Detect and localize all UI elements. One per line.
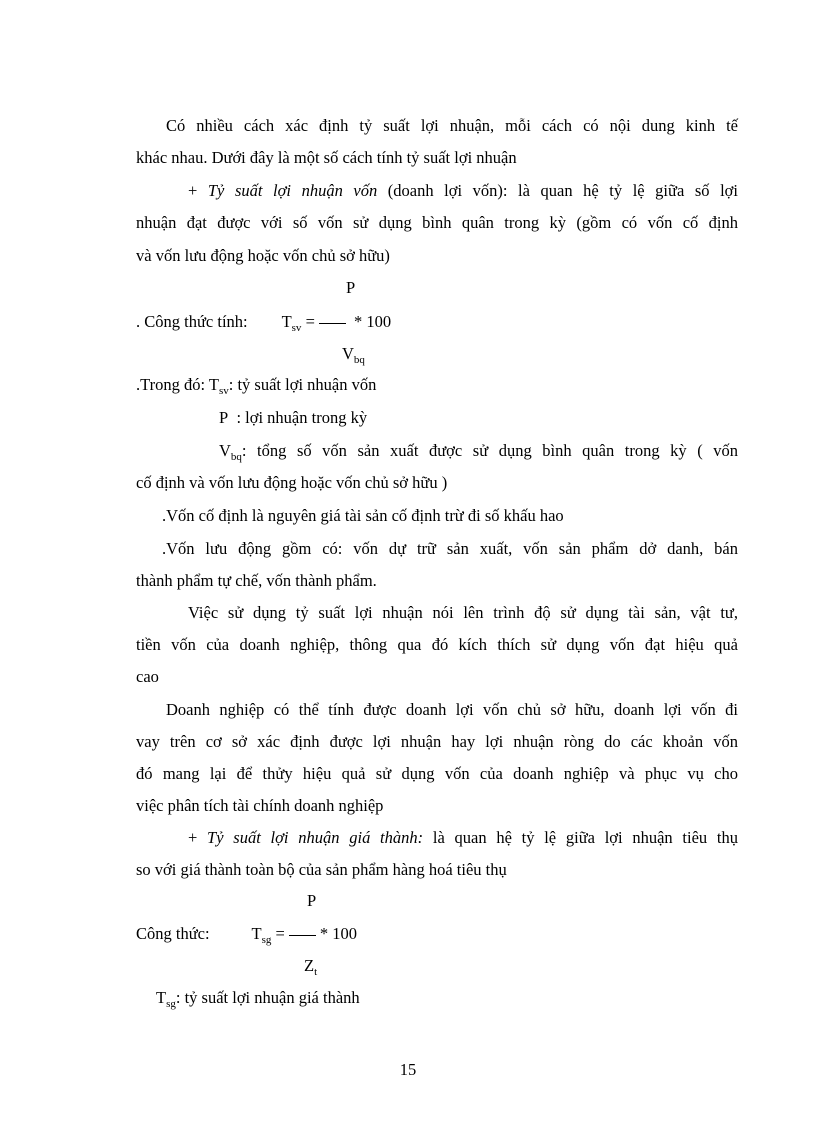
paragraph-enterprise-line-3: đó mang lại để thửy hiệu quả sử dụng vốn của doanh nghiệp và phục vụ cho — [136, 764, 738, 783]
formula-sv-lhs: $T_{sv}$ — [281, 312, 302, 334]
definition-vbq-line-1: $V_{bq}$: tổng số vốn sản xuất được sử dụng bình quân trong kỳ ( vốn — [219, 441, 738, 463]
paragraph-usage-line-1: Việc sử dụng tỷ suất lợi nhuận nói lên trình độ sử dụng tài sản, vật tư, — [188, 603, 738, 622]
formula-sv-fraction-bar — [319, 323, 346, 324]
definition-tsg: $T_{sg}$: tỷ suất lợi nhuận giá thành — [156, 988, 360, 1010]
paragraph-enterprise-line-1: Doanh nghiệp có thể tính được doanh lợi vốn chủ sở hữu, doanh lợi vốn đi — [166, 700, 738, 719]
paragraph-sg-line-2: so với giá thành toàn bộ của sản phẩm hàng hoá tiêu thụ — [136, 860, 507, 879]
paragraph-usage-line-3: cao — [136, 667, 159, 686]
formula-sg-equals: = — [275, 924, 285, 943]
paragraph-usage-line-2: tiền vốn của doanh nghiệp, thông qua đó kích thích sử dụng vốn đạt hiệu quả — [136, 635, 738, 654]
formula-sg — [136, 924, 357, 944]
formula-sg-fraction-bar — [289, 935, 316, 936]
formula-sv-numerator: P — [346, 278, 356, 297]
definition-p: P : lợi nhuận trong kỳ — [219, 408, 368, 427]
formula-sv-denominator: $V_{bq}$ — [342, 344, 365, 366]
formula-sv-label: . Công thức tính: — [136, 312, 248, 331]
paragraph-enterprise-line-4: việc phân tích tài chính doanh nghiệp — [136, 796, 384, 815]
definition-tsv: .Trong đó: $T_{sv}$: tỷ suất lợi nhuận vốn — [136, 375, 377, 397]
formula-sv — [136, 312, 391, 332]
paragraph-intro-line-1: Có nhiều cách xác định tỷ suất lợi nhuận, mỗi cách có nội dung kinh tế — [166, 116, 738, 135]
paragraph-sv-line-2: nhuận đạt được với số vốn sử dụng bình quân trong kỳ (gồm có vốn cố định — [136, 213, 738, 232]
formula-sv-multiplier: * 100 — [354, 312, 392, 331]
term-return-on-cost: Tỷ suất lợi nhuận giá thành: — [207, 828, 424, 847]
formula-sg-label: Công thức: — [136, 924, 210, 943]
note-fixed-capital: .Vốn cố định là nguyên giá tài sản cố định trừ đi số khấu hao — [162, 506, 564, 525]
formula-sg-numerator: P — [307, 891, 317, 910]
section-heading-return-on-capital: + Tỷ suất lợi nhuận vốn (doanh lợi vốn): là quan hệ tỷ lệ giữa số lợi — [188, 181, 738, 200]
formula-sv-equals: = — [305, 312, 315, 331]
section-heading-return-on-cost: + Tỷ suất lợi nhuận giá thành: là quan hệ tỷ lệ giữa lợi nhuận tiêu thụ — [188, 828, 738, 847]
paragraph-enterprise-line-2: vay trên cơ sở xác định được lợi nhuận hay lợi nhuận ròng do các khoản vốn — [136, 732, 738, 751]
formula-sg-lhs: $T_{sg}$ — [251, 924, 272, 946]
definition-vbq-line-2: cố định và vốn lưu động hoặc vốn chủ sở hữu ) — [136, 473, 448, 492]
formula-sg-denominator: $Z_t$ — [304, 956, 318, 978]
paragraph-sv-line-3: và vốn lưu động hoặc vốn chủ sở hữu) — [136, 246, 390, 265]
paragraph-intro-line-2: khác nhau. Dưới đây là một số cách tính tỷ suất lợi nhuận — [136, 148, 517, 167]
page-number: 15 — [399, 1060, 417, 1079]
note-working-capital-line-2: thành phẩm tự chế, vốn thành phẩm. — [136, 571, 377, 590]
term-return-on-capital: Tỷ suất lợi nhuận vốn — [207, 181, 378, 200]
formula-sg-multiplier: * 100 — [319, 924, 357, 943]
note-working-capital-line-1: .Vốn lưu động gồm có: vốn dự trữ sản xuất, vốn sản phẩm dở danh, bán — [162, 539, 738, 558]
